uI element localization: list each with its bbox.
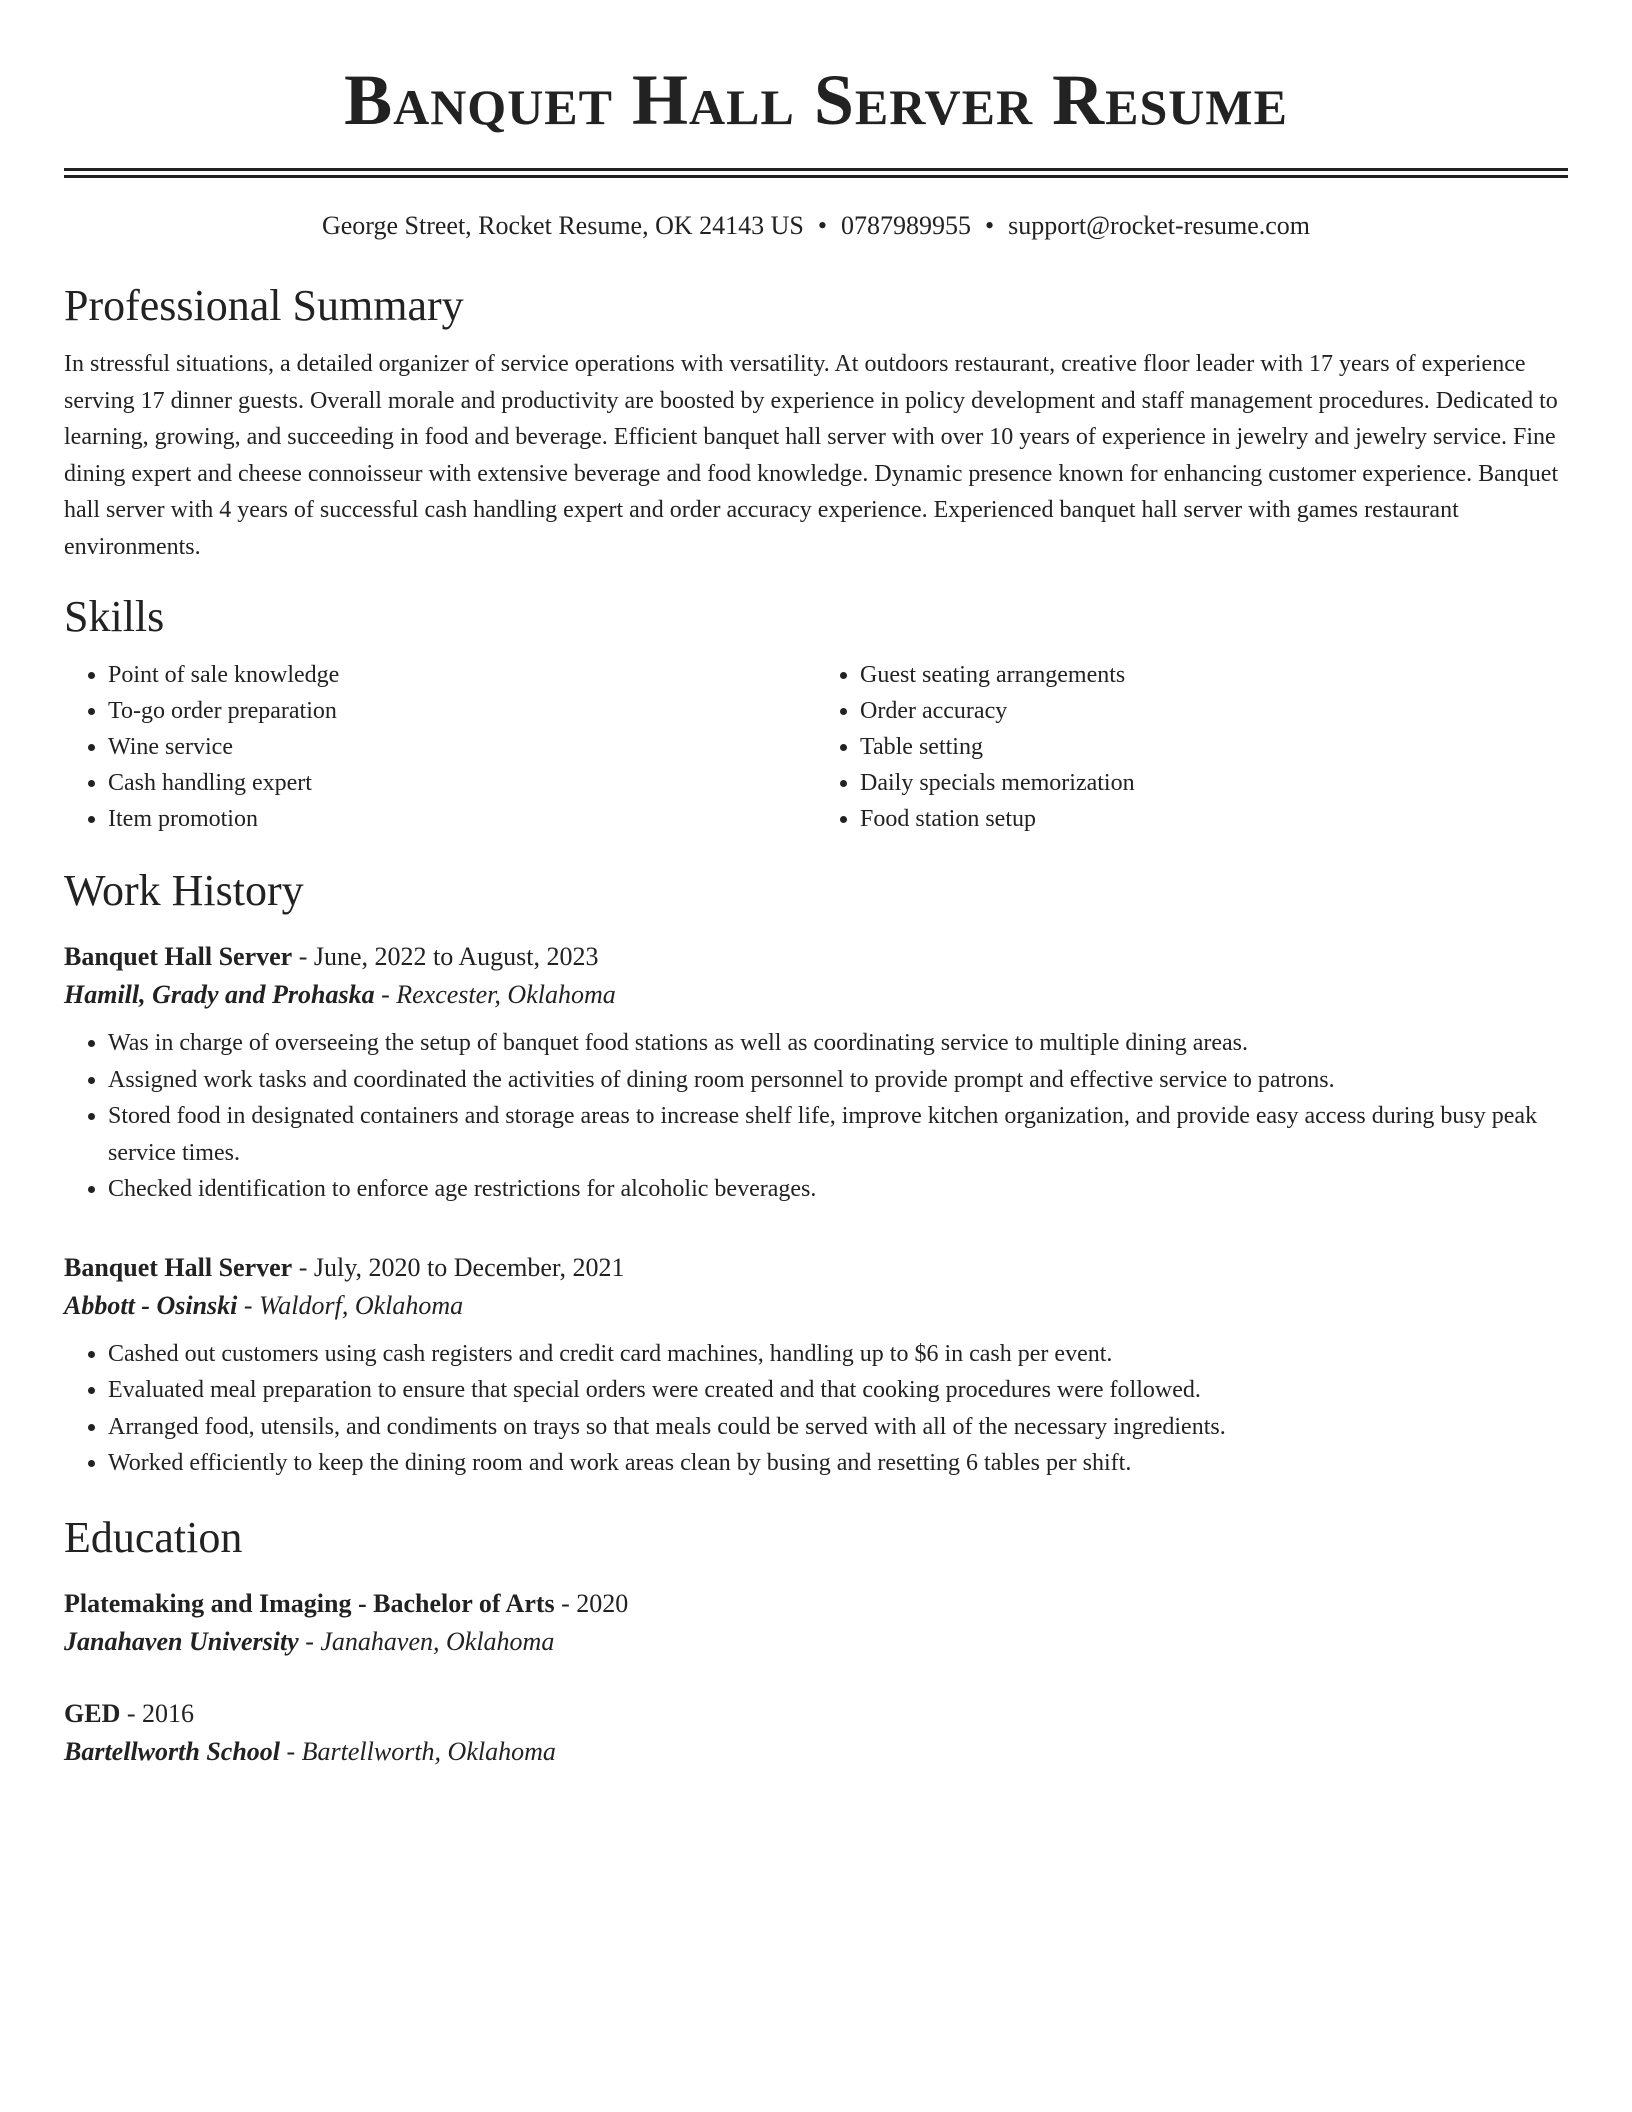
education-year: - 2020 xyxy=(554,1588,629,1618)
job-bullet: • Checked identification to enforce age restrictions for alcoholic beverages. xyxy=(108,1171,1568,1208)
skill-item: • Daily specials memorization xyxy=(860,765,1568,801)
education-school-line xyxy=(64,1622,1568,1662)
job-company: Hamill, Grady and Prohaska xyxy=(64,980,375,1009)
skill-item: • To-go order preparation xyxy=(108,693,816,729)
work-history-heading: Work History xyxy=(64,866,304,915)
skills-columns xyxy=(64,657,1568,837)
job-dates: - June, 2022 to August, 2023 xyxy=(292,942,599,971)
skill-item: • Table setting xyxy=(860,729,1568,765)
education-entry xyxy=(64,1586,1568,1662)
education-degree-line xyxy=(64,1586,1568,1622)
job-title-line xyxy=(64,1250,1568,1286)
education-school-line xyxy=(64,1732,1568,1772)
job-location: - Rexcester, Oklahoma xyxy=(374,980,616,1009)
education-school: Bartellworth School xyxy=(64,1736,280,1766)
education-location: - Bartellworth, Oklahoma xyxy=(280,1736,556,1766)
job-bullets xyxy=(64,1336,1568,1482)
contact-line xyxy=(64,208,1568,244)
job-bullets xyxy=(64,1025,1568,1208)
job-bullet: • Was in charge of overseeing the setup of banquet food stations as well as coordinating service to multiple dining areas. xyxy=(108,1025,1568,1062)
skill-item: • Wine service xyxy=(108,729,816,765)
job-bullet: • Stored food in designated containers and storage areas to increase shelf life, improve kitchen organization, and provide easy access during busy peak service times. xyxy=(108,1098,1568,1171)
title-double-rule xyxy=(64,168,1568,178)
contact-phone[interactable]: 0787989955 xyxy=(840,211,971,240)
job-title-line xyxy=(64,939,1568,975)
education-entry xyxy=(64,1696,1568,1772)
contact-separator: • xyxy=(817,211,827,240)
job-title: Banquet Hall Server xyxy=(64,1252,293,1282)
job-bullet: • Cashed out customers using cash registers and credit card machines, handling up to $6 in cash per event. xyxy=(108,1336,1568,1373)
education-school: Janahaven University xyxy=(64,1626,299,1656)
education-location: - Janahaven, Oklahoma xyxy=(298,1626,555,1656)
skills-left-list xyxy=(64,657,816,837)
job-company-line xyxy=(64,975,1568,1015)
job-company: Abbott - Osinski xyxy=(64,1290,238,1320)
skill-item: • Order accuracy xyxy=(860,693,1568,729)
job-dates: - July, 2020 to December, 2021 xyxy=(292,1252,625,1282)
job-entry xyxy=(64,939,1568,1208)
job-title: Banquet Hall Server xyxy=(64,942,293,971)
education-heading: Education xyxy=(64,1512,243,1562)
skills-heading: Skills xyxy=(64,592,165,641)
education-degree: Platemaking and Imaging - Bachelor of Arts xyxy=(64,1588,555,1618)
skill-item: • Item promotion xyxy=(108,801,816,837)
contact-address: George Street, Rocket Resume, OK 24143 US xyxy=(321,211,804,240)
job-bullet: • Assigned work tasks and coordinated the activities of dining room personnel to provide prompt and effective service to patrons. xyxy=(108,1062,1568,1099)
skill-item: • Food station setup xyxy=(860,801,1568,837)
job-location: - Waldorf, Oklahoma xyxy=(237,1290,464,1320)
skills-right-list xyxy=(816,657,1568,837)
skill-item: • Guest seating arrangements xyxy=(860,657,1568,693)
contact-separator: • xyxy=(984,211,995,240)
job-entry xyxy=(64,1250,1568,1482)
job-bullet: • Worked efficiently to keep the dining room and work areas clean by busing and resetting 6 tables per shift. xyxy=(108,1445,1568,1482)
education-degree: GED xyxy=(64,1698,121,1728)
job-bullet: • Arranged food, utensils, and condiments on trays so that meals could be served with all of the necessary ingredients. xyxy=(108,1409,1568,1446)
skill-item: • Cash handling expert xyxy=(108,765,816,801)
education-degree-line xyxy=(64,1696,1568,1732)
summary-heading: Professional Summary xyxy=(64,281,464,330)
education-year: - 2016 xyxy=(120,1698,195,1728)
resume-title: Banquet Hall Server Resume xyxy=(344,60,1288,140)
job-company-line xyxy=(64,1286,1568,1326)
job-bullet: • Evaluated meal preparation to ensure that special orders were created and that cooking procedures were followed. xyxy=(108,1372,1568,1409)
skill-item: • Point of sale knowledge xyxy=(108,657,816,693)
contact-email[interactable]: support@rocket-resume.com xyxy=(1008,211,1311,240)
summary-text: In stressful situations, a detailed organizer of service operations with versatility. At outdoors restaurant, creative floor leader with 17 years of experience serving 17 dinner guests. Overall morale and productivity are boosted by experience in policy development and staff management procedures. Dedicated to learning, growing, and succeeding in food and beverage. Efficient banquet hall server with over 10 years of experience in jewelry and jewelry service. Fine dining expert and cheese connoisseur with extensive beverage and food knowledge. Dynamic presence known for enhancing customer experience. Banquet hall server with 4 years of successful cash handling expert and order accuracy experience. Experienced banquet hall server with games restaurant environments. xyxy=(64,351,1559,560)
